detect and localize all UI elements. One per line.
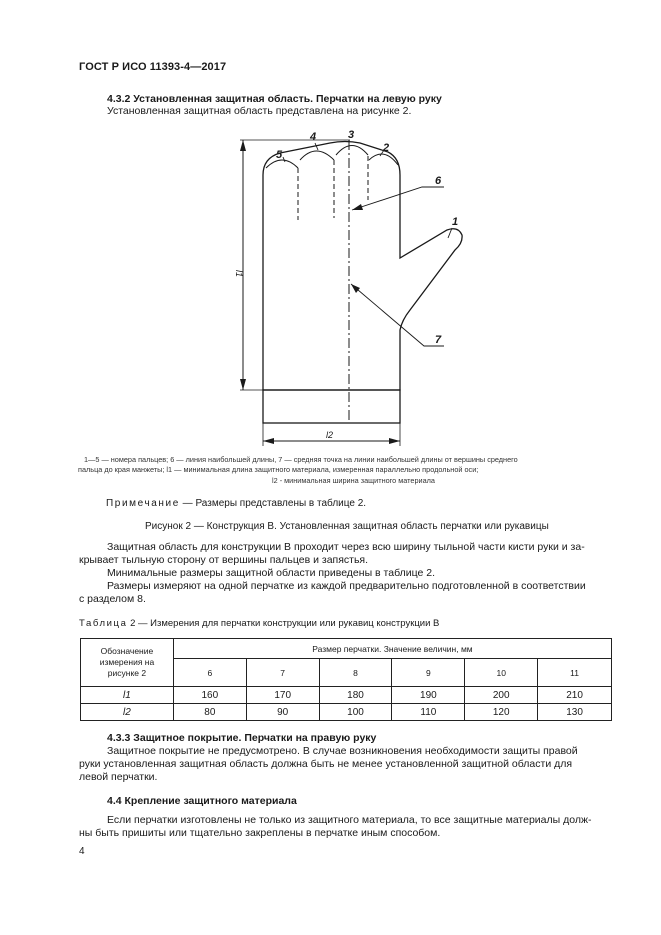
note-text: — Размеры представлены в таблице 2. <box>182 498 367 509</box>
section-4-3-3-heading: 4.3.3 Защитное покрытие. Перчатки на правую руку <box>107 732 377 744</box>
section-4-3-3-line-3: левой перчатки. <box>79 771 158 783</box>
value-cell: 110 <box>392 704 465 721</box>
para-1-line-1: Защитная область для конструкции В проходит через всю ширину тыльной части кисти руки и за- <box>107 541 585 553</box>
value-cell: 180 <box>319 687 392 704</box>
value-cell: 90 <box>246 704 319 721</box>
section-4-3-3-line-2: руки установленная защитная область должна быть не менее установленной защитной области для <box>79 758 573 770</box>
figure-legend-line-1: 1—5 — номера пальцев; 6 — линия наибольшей длины, 7 — средняя точка на линии наибольшей длины от вершины среднего <box>84 455 518 464</box>
row-label-l1: l1 <box>81 687 174 704</box>
l2-arrow-right <box>389 438 400 444</box>
leader-6 <box>352 187 444 210</box>
value-cell: 80 <box>173 704 246 721</box>
section-4-3-2-intro: Установленная защитная область представлена на рисунке 2. <box>107 105 412 117</box>
table-row-l2 <box>81 704 612 721</box>
table-2-title <box>79 616 439 631</box>
l1-arrow-top <box>240 140 246 151</box>
row-label-l2: l2 <box>81 704 174 721</box>
label-l2: l2 <box>326 430 334 440</box>
leader-5 <box>283 157 285 162</box>
table-2 <box>80 638 612 721</box>
label-5: 5 <box>276 149 283 161</box>
para-3-line-1: Размеры измеряют на одной перчатке из каждой предварительно подготовленной в соответствии <box>107 580 586 592</box>
value-cell: 130 <box>538 704 612 721</box>
finger-4-arc <box>300 151 334 160</box>
l1-arrow-bottom <box>240 379 246 390</box>
arrow-7 <box>351 284 360 293</box>
value-cell: 190 <box>392 687 465 704</box>
label-1: 1 <box>452 216 459 228</box>
figure-caption: Рисунок 2 — Конструкция В. Установленная защитная область перчатки или рукавицы <box>145 521 549 532</box>
figure-note <box>106 496 366 511</box>
table-2-title-label: Таблица <box>79 618 128 629</box>
glove-figure <box>0 0 661 460</box>
glove-outline <box>263 142 462 391</box>
section-4-4-line-1: Если перчатки изготовлены не только из защитного материала, то все защитные материалы долж- <box>107 814 592 826</box>
size-cell: 6 <box>173 659 246 687</box>
section-4-4-line-2: ны быть пришиты или тщательно закреплены в перчатке иным способом. <box>79 827 441 839</box>
document-header: ГОСТ Р ИСО 11393-4—2017 <box>79 61 227 73</box>
value-cell: 160 <box>173 687 246 704</box>
leader-7 <box>351 284 444 346</box>
table-header-row <box>81 639 612 659</box>
figure-legend-line-2: пальца до края манжеты; l1 — минимальная длина защитного материала, измеренная параллельно продольной оси; <box>78 465 479 474</box>
para-3-line-2: с разделом 8. <box>79 593 146 605</box>
section-4-4-heading: 4.4 Крепление защитного материала <box>107 795 297 807</box>
label-4: 4 <box>310 131 317 143</box>
l2-arrow-left <box>263 438 274 444</box>
label-6: 6 <box>435 175 442 187</box>
value-cell: 170 <box>246 687 319 704</box>
figure-legend-line-3: l2 - минимальная ширина защитного материала <box>272 476 435 485</box>
page-number: 4 <box>79 846 85 857</box>
para-1-line-2: крывает тыльную сторону от вершины пальцев и запястья. <box>79 554 369 566</box>
para-2: Минимальные размеры защитной области приведены в таблице 2. <box>107 567 436 579</box>
size-cell: 7 <box>246 659 319 687</box>
value-cell: 210 <box>538 687 612 704</box>
finger-5-arc <box>266 160 298 168</box>
table-group-header: Размер перчатки. Значение величин, мм <box>173 639 611 659</box>
size-cell: 10 <box>465 659 538 687</box>
size-cell: 9 <box>392 659 465 687</box>
arrow-6 <box>352 204 363 210</box>
label-2: 2 <box>383 142 390 154</box>
note-label: Примечание <box>106 498 180 509</box>
table-row-l1 <box>81 687 612 704</box>
table-2-title-text: 2 — Измерения для перчатки конструкции или рукавиц конструкции В <box>130 618 440 629</box>
size-cell: 8 <box>319 659 392 687</box>
label-7: 7 <box>435 334 442 346</box>
value-cell: 120 <box>465 704 538 721</box>
glove-cuff <box>263 390 400 423</box>
size-cell: 11 <box>538 659 612 687</box>
section-4-3-3-line-1: Защитное покрытие не предусмотрено. В случае возникновения необходимости защиты правой <box>107 745 578 757</box>
value-cell: 100 <box>319 704 392 721</box>
finger-3-arc <box>336 146 368 156</box>
section-4-3-2-heading: 4.3.2 Установленная защитная область. Перчатки на левую руку <box>107 93 442 105</box>
value-cell: 200 <box>465 687 538 704</box>
label-3: 3 <box>348 129 355 141</box>
table-first-col-header: Обозначение измерения на рисунке 2 <box>81 639 174 687</box>
label-l1: l1 <box>234 270 244 278</box>
